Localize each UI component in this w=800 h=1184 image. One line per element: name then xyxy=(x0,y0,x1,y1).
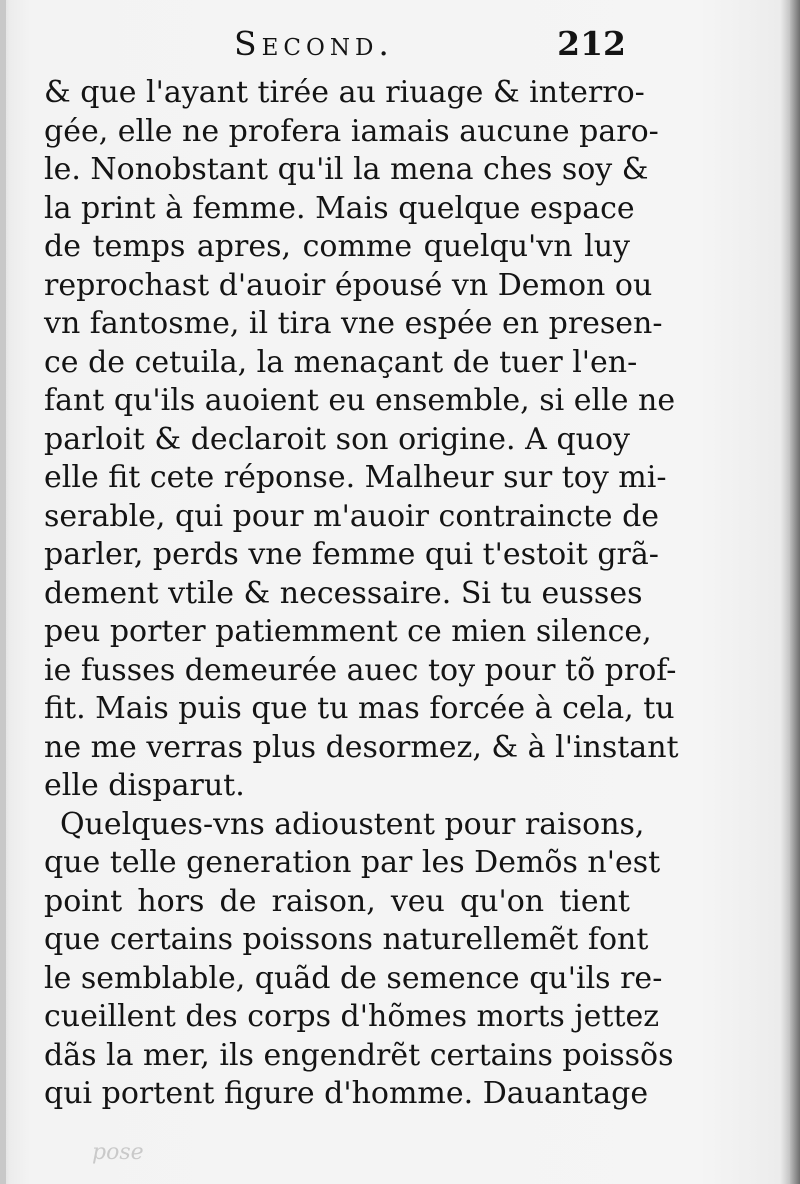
running-head-title: Second. xyxy=(234,24,394,63)
text-line: de temps apres, comme quelqu'vn luy xyxy=(44,229,630,264)
text-line: que certains poissons naturellemẽt font xyxy=(44,922,649,957)
text-line: que telle generation par les Demõs n'est xyxy=(44,845,661,880)
running-head xyxy=(46,24,626,72)
paragraph-2 xyxy=(44,806,674,1114)
body-text xyxy=(44,74,679,1114)
text-line: fant qu'ils auoient eu ensemble, si elle ne xyxy=(44,383,676,418)
text-line: point hors de raison, veu qu'on tient xyxy=(44,883,630,919)
text-line: ie fusses demeurée auec toy pour tõ prof- xyxy=(44,652,677,688)
catchword: pose xyxy=(92,1140,144,1165)
text-line: fit. Mais puis que tu mas forcée à cela, tu xyxy=(44,691,675,726)
text-line: ne me verras plus desormez, & à l'instant xyxy=(44,729,679,765)
text-line: parler, perds vne femme qui t'estoit grã- xyxy=(44,537,659,572)
text-line: gée, elle ne profera iamais aucune paro- xyxy=(44,113,659,149)
page-gutter-shadow xyxy=(0,0,6,1184)
text-line: dãs la mer, ils engendrẽt certains poissõs xyxy=(44,1037,674,1073)
text-line: Quelques-vns adioustent pour raisons, xyxy=(60,806,645,842)
text-line: elle fit cete réponse. Malheur sur toy mi- xyxy=(44,460,667,495)
page-edge-shadow xyxy=(790,0,800,1184)
text-line: la print à femme. Mais quelque espace xyxy=(44,190,635,226)
page-number: 212 xyxy=(557,24,626,63)
text-line: ce de cetuila, la menaçant de tuer l'en- xyxy=(44,344,638,380)
text-line: le. Nonobstant qu'il la mena ches soy & xyxy=(44,152,649,187)
text-line: vn fantosme, il tira vne espée en presen- xyxy=(44,306,663,341)
text-line: parloit & declaroit son origine. A quoy xyxy=(44,421,630,457)
text-line: & que l'ayant tirée au riuage & interro- xyxy=(44,75,645,110)
text-line: elle disparut. xyxy=(44,768,245,803)
text-line: le semblable, quãd de semence qu'ils re- xyxy=(44,960,663,996)
text-line: dement vtile & necessaire. Si tu eusses xyxy=(44,575,643,611)
text-line: serable, qui pour m'auoir contraincte de xyxy=(44,498,660,534)
text-line: reprochast d'auoir épousé vn Demon ou xyxy=(44,267,653,303)
text-line: cueillent des corps d'hõmes morts jettez xyxy=(44,999,660,1034)
text-line: qui portent figure d'homme. Dauantage xyxy=(44,1076,649,1111)
text-line: peu porter patiemment ce mien silence, xyxy=(44,614,652,649)
paragraph-1 xyxy=(44,74,679,806)
